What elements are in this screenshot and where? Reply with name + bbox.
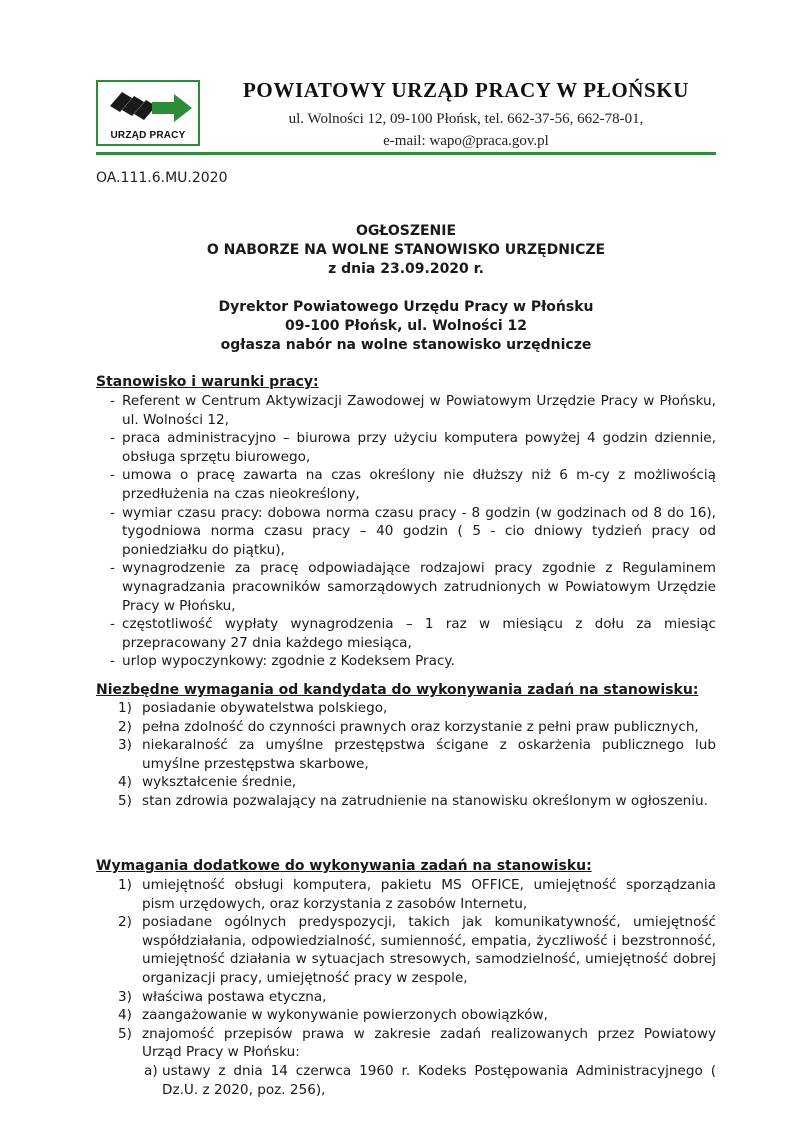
address-line: ul. Wolności 12, 09-100 Płońsk, tel. 662-37-56, 662-78-01, — [288, 111, 644, 127]
announcement-line-1: OGŁOSZENIE — [355, 223, 457, 239]
section-requirements-list — [96, 699, 716, 811]
list-item: - umowa o pracę zawarta na czas określony nie dłuższy niż 6 m-cy z możliwością przedłużenia na czas nieokreślony, — [110, 467, 716, 502]
list-item: - urlop wypoczynkowy: zgodnie z Kodeksem Pracy. — [110, 653, 455, 670]
list-item: 5) stan zdrowia pozwalający na zatrudnienie na stanowisku określonym w ogłoszeniu. — [118, 792, 708, 809]
list-item: - praca administracyjno – biurowa przy użyciu komputera powyżej 4 godzin dziennie, obsługa sprzętu biurowego, — [110, 430, 716, 465]
email-line: e-mail: wapo@praca.gov.pl — [383, 133, 549, 149]
header-divider — [96, 152, 716, 155]
director-line-2: 09-100 Płońsk, ul. Wolności 12 — [285, 318, 527, 334]
announcement-line-2: O NABORZE NA WOLNE STANOWISKO URZĘDNICZE — [206, 242, 606, 258]
section-position-list — [96, 392, 716, 671]
section-requirements-title: Niezbędne wymagania od kandydata do wykonywania zadań na stanowisku: — [96, 682, 699, 698]
reference-number: OA.111.6.MU.2020 — [96, 170, 228, 186]
list-item: - wymiar czasu pracy: dobowa norma czasu pracy - 8 godzin (w godzinach od 8 do 16), tygodniowa norma czasu pracy – 40 godzin ( 5 - cio dniowy tydzień pracy od poniedziałku do piątku), — [110, 504, 716, 558]
section-additional-list — [96, 876, 716, 1099]
list-item: - częstotliwość wypłaty wynagrodzenia – 1 raz w miesiącu z dołu za miesiąc przepracowany 27 dnia każdego miesiąca, — [110, 616, 716, 651]
list-item: 2) posiadane ogólnych predyspozycji, takich jak komunikatywność, umiejętność współdziałania, odpowiedzialność, sumienność, empatia, życzliwość i bezstronność, umiejętność działania w sytuacjach stresowych, samodzielność, umiejętność dobrej organizacji pracy, umiejętność pracy w zespole, — [118, 914, 716, 986]
list-item: 2) pełna zdolność do czynności prawnych oraz korzystanie z pełni praw publicznych, — [118, 718, 699, 735]
list-item: 3) niekaralność za umyślne przestępstwa ścigane z oskarżenia publicznego lub umyślne przestępstwa skarbowe, — [118, 737, 716, 772]
list-item: - wynagrodzenie za pracę odpowiadające rodzajowi pracy zgodnie z Regulaminem wynagradzania pracowników samorządowych zatrudnionych w Powiatowym Urzędzie Pracy w Płońsku, — [110, 560, 716, 614]
announcement-date: z dnia 23.09.2020 r. — [328, 261, 484, 277]
logo-graphic-icon — [102, 84, 196, 128]
list-item: 4) zaangażowanie w wykonywanie powierzonych obowiązków, — [118, 1007, 548, 1024]
organization-name: POWIATOWY URZĄD PRACY W PŁOŃSKU — [242, 78, 690, 102]
list-item: 5) znajomość przepisów prawa w zakresie zadań realizowanych przez Powiatowy Urząd Pracy w Płońsku: — [118, 1025, 716, 1061]
sub-list-item: a) ustawy z dnia 14 czerwca 1960 r. Kodeks Postępowania Administracyjnego ( Dz.U. z 2020, poz. 256), — [144, 1062, 716, 1098]
section-additional-title: Wymagania dodatkowe do wykonywania zadań na stanowisku: — [96, 858, 592, 874]
logo — [96, 80, 200, 146]
list-item: 1) posiadanie obywatelstwa polskiego, — [118, 700, 388, 716]
director-line-3: ogłasza nabór na wolne stanowisko urzędnicze — [220, 337, 592, 353]
list-item: 4) wykształcenie średnie, — [118, 774, 297, 791]
director-block — [96, 298, 716, 355]
list-item: - Referent w Centrum Aktywizacji Zawodowej w Powiatowym Urzędzie Pracy w Płońsku, ul. Wolności 12, — [110, 393, 716, 428]
organization-address — [226, 108, 706, 152]
director-line-1: Dyrektor Powiatowego Urzędu Pracy w Płońsku — [218, 299, 594, 315]
section-position-title: Stanowisko i warunki pracy: — [96, 374, 319, 390]
logo-text: URZĄD PRACY — [110, 130, 186, 141]
list-item: 3) właściwa postawa etyczna, — [118, 988, 327, 1005]
announcement-title — [96, 222, 716, 279]
list-item: 1) umiejętność obsługi komputera, pakietu MS OFFICE, umiejętność sporządzania pism urzędowych, oraz korzystania z zasobów Internetu, — [118, 877, 716, 912]
